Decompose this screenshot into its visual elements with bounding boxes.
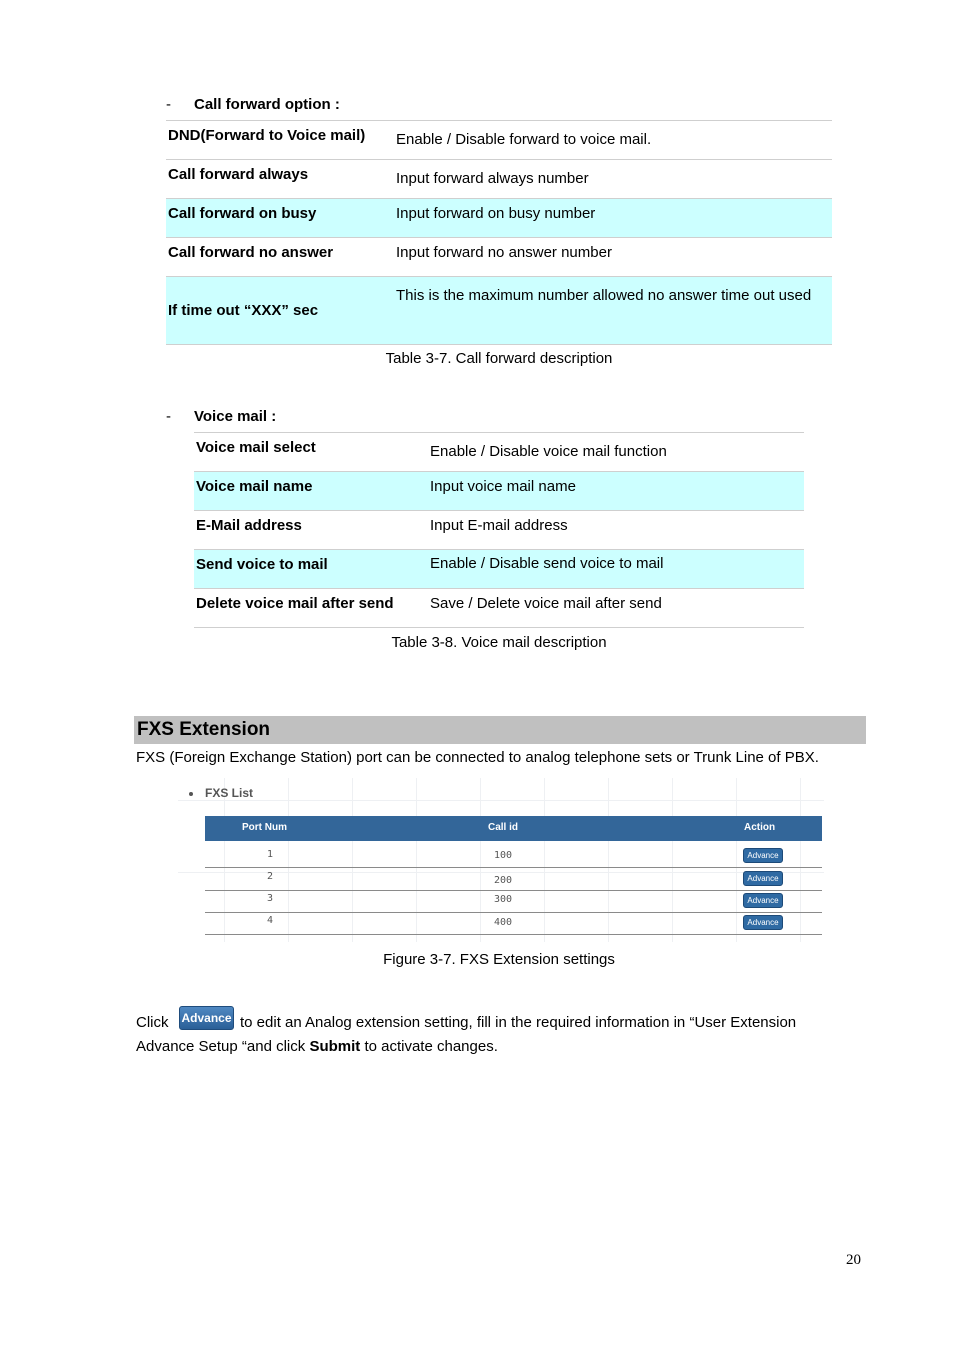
row-value: Input forward always number — [394, 160, 832, 199]
row-key: If time out “XXX” sec — [166, 277, 394, 345]
fxs-list-title: FXS List — [205, 786, 254, 800]
grid-line — [178, 800, 824, 801]
advance-button-inline[interactable]: Advance — [179, 1006, 234, 1030]
table-caption: Table 3-8. Voice mail description — [391, 634, 607, 651]
table-row — [194, 433, 804, 472]
table-row — [166, 277, 832, 345]
instruction-click-word: Click — [136, 1014, 169, 1031]
instruction-line2-end: to activate changes. — [360, 1038, 498, 1055]
instruction-line1: to edit an Analog extension setting, fill in the required information in “User Extension — [240, 1014, 797, 1031]
voice-mail-heading — [166, 408, 466, 428]
row-value: This is the maximum number allowed no answer time out used — [394, 277, 832, 345]
row-value: Enable / Disable voice mail function — [428, 433, 804, 472]
row-value: Save / Delete voice mail after send — [428, 589, 804, 628]
advance-button[interactable]: Advance — [743, 915, 783, 930]
row-key: E-Mail address — [194, 511, 428, 550]
table-row — [194, 589, 804, 628]
instruction-line2 — [136, 1038, 498, 1055]
row-value: Input E-mail address — [428, 511, 804, 550]
table-row — [205, 845, 822, 868]
row-key: DND(Forward to Voice mail) — [166, 121, 394, 160]
heading-text: Voice mail : — [194, 408, 277, 425]
call-forward-heading — [166, 96, 466, 116]
table-row — [194, 550, 804, 589]
row-key: Send voice to mail — [194, 550, 428, 589]
table-row — [205, 912, 822, 935]
section-intro: FXS (Foreign Exchange Station) port can be connected to analog telephone sets or Trunk Line of PBX. — [136, 749, 819, 766]
advance-button[interactable]: Advance — [743, 848, 783, 863]
row-key: Delete voice mail after send — [194, 589, 428, 628]
call-id-cell: 200 — [494, 875, 513, 886]
port-num-cell: 3 — [267, 893, 274, 904]
figure-caption: Figure 3-7. FXS Extension settings — [383, 951, 615, 968]
heading-text: Call forward option : — [194, 96, 340, 113]
call-id-cell: 100 — [494, 850, 513, 861]
row-value: Input forward on busy number — [394, 199, 832, 238]
row-key: Call forward always — [166, 160, 394, 199]
call-id-cell: 300 — [494, 894, 513, 905]
table-row — [205, 868, 822, 891]
instruction-line2-start: Advance Setup “and click — [136, 1038, 310, 1055]
row-key: Call forward on busy — [166, 199, 394, 238]
table-row — [166, 199, 832, 238]
call-id-cell: 400 — [494, 917, 513, 928]
section-heading-bar — [134, 716, 866, 744]
row-value: Enable / Disable send voice to mail — [428, 550, 804, 589]
submit-keyword: Submit — [309, 1038, 361, 1055]
call-forward-table — [166, 120, 832, 345]
page-number: 20 — [846, 1252, 861, 1268]
bullet-dash: - — [166, 96, 171, 113]
section-title: FXS Extension — [137, 719, 271, 740]
table-row — [194, 472, 804, 511]
port-num-cell: 4 — [267, 915, 274, 926]
column-header-port-num: Port Num — [242, 822, 287, 833]
row-key: Voice mail select — [194, 433, 428, 472]
bullet-dash: - — [166, 408, 171, 425]
port-num-cell: 1 — [267, 849, 274, 860]
table-row — [166, 238, 832, 277]
table-caption: Table 3-7. Call forward description — [385, 350, 613, 367]
row-value: Enable / Disable forward to voice mail. — [394, 121, 832, 160]
fxs-table-header — [205, 816, 822, 841]
advance-button[interactable]: Advance — [743, 871, 783, 886]
fxs-list-screenshot — [178, 778, 824, 942]
row-value: Input voice mail name — [428, 472, 804, 511]
bullet-icon — [189, 792, 193, 796]
row-value: Input forward no answer number — [394, 238, 832, 277]
voice-mail-table — [194, 432, 804, 628]
row-key: Call forward no answer — [166, 238, 394, 277]
table-row — [166, 160, 832, 199]
table-row — [205, 890, 822, 913]
table-row — [166, 121, 832, 160]
column-header-action: Action — [744, 822, 776, 833]
row-key: Voice mail name — [194, 472, 428, 511]
port-num-cell: 2 — [267, 871, 274, 882]
table-row — [194, 511, 804, 550]
advance-button[interactable]: Advance — [743, 893, 783, 908]
column-header-call-id: Call id — [488, 822, 519, 833]
